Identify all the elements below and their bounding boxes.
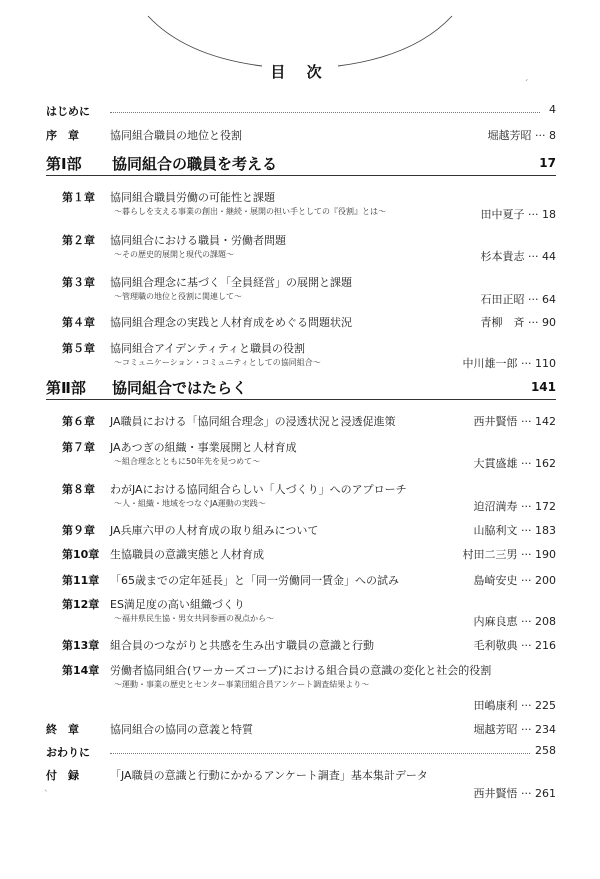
chapter-author-page: 迫沼満寿 ··· 172 [473,500,556,513]
part-title: 協同組合ではたらく [112,379,248,397]
entry-label: はじめに [46,105,90,118]
chapter-title: 協同組合理念の実践と人材育成をめぐる問題状況 [110,316,352,329]
entry-page: 258 [535,744,556,757]
entry-author-page: 堀越芳昭 ··· 234 [473,723,556,736]
chapter-author-page: 毛利敬典 ··· 216 [473,639,556,652]
entry-author-page: 西井賢悟 ··· 261 [473,787,556,800]
stray-mark: ˏ [524,72,529,82]
chapter-title: 「65歳までの定年延長」と「同一労働同一賃金」への試み [110,574,399,587]
chapter-title: ES満足度の高い組織づくり [110,598,245,611]
chapter-author-page: 大貫盛雄 ··· 162 [473,457,556,470]
chapter-label: 第１章 [62,191,95,204]
page-title: 目 次 [270,63,330,81]
chapter-subtitle: ～コミュニケーション・コミュニティとしての協同組合～ [114,358,321,367]
part-page: 17 [539,156,556,170]
chapter-label: 第３章 [62,276,95,289]
chapter-author-page: 青柳 斉 ··· 90 [480,316,556,329]
chapter-subtitle: ～その歴史的展開と現代の課題～ [114,250,234,259]
chapter-label: 第７章 [62,441,95,454]
entry-title: 協同組合の協同の意義と特質 [110,723,253,736]
chapter-author-page: 山脇利文 ··· 183 [473,524,556,537]
chapter-title: JA職員における「協同組合理念」の浸透状況と浸透促進策 [110,415,396,428]
entry-author-page: 堀越芳昭 ··· 8 [487,129,556,142]
chapter-title: 労働者協同組合(ワーカーズコープ)における組合員の意識の変化と社会的役割 [110,664,492,677]
part-rule [46,175,556,176]
entry-label: 付 録 [46,769,79,782]
chapter-label: 第10章 [62,548,100,561]
toc-part-2[interactable] [0,377,600,401]
chapter-title: 生協職員の意識実態と人材育成 [110,548,264,561]
chapter-label: 第11章 [62,574,100,587]
chapter-title: 協同組合における職員・労働者問題 [110,234,286,247]
stray-mark: ˋ [44,790,49,800]
chapter-author-page: 杉本貴志 ··· 44 [480,250,556,263]
entry-label: おわりに [46,746,90,759]
chapter-subtitle: ～運動・事業の歴史とセンター事業団組合員アンケート調査結果より～ [114,680,370,689]
chapter-title: JA兵庫六甲の人材育成の取り組みについて [110,524,319,537]
part-rule [46,399,556,400]
chapter-subtitle: ～福井県民生協・男女共同参画の視点から～ [114,614,274,623]
chapter-subtitle: ～暮らしを支える事業の創出・継続・展開の担い手としての『役割』とは～ [114,207,386,216]
chapter-subtitle: ～管理職の地位と役割に関連して～ [114,292,242,301]
entry-title: 「JA職員の意識と行動にかかるアンケート調査」基本集計データ [110,769,428,782]
part-title: 協同組合の職員を考える [112,155,278,173]
chapter-author-page: 内麻良恵 ··· 208 [473,615,556,628]
dot-leader [110,112,540,113]
toc-part-1[interactable] [0,153,600,177]
chapter-title: 協同組合アイデンティティと職員の役割 [110,342,306,355]
chapter-label: 第14章 [62,664,100,677]
chapter-subtitle: ～人・組織・地域をつなぐJA運動の実践～ [114,499,266,508]
chapter-title: 組合員のつながりと共感を生み出す職員の意識と行動 [110,639,374,652]
part-label: 第Ⅰ部 [46,155,82,173]
entry-page: 4 [549,103,556,116]
chapter-title: 協同組合理念に基づく「全員経営」の展開と課題 [110,276,352,289]
chapter-label: 第８章 [62,483,95,496]
chapter-author-page: 島崎安史 ··· 200 [473,574,556,587]
chapter-label: 第２章 [62,234,95,247]
entry-title: 協同組合職員の地位と役割 [110,129,242,142]
chapter-author-page: 中川雄一郎 ··· 110 [462,357,556,370]
dot-leader [110,753,530,754]
part-label: 第Ⅱ部 [46,379,86,397]
entry-label: 終 章 [46,723,79,736]
chapter-subtitle: ～組合理念とともに50年先を見つめて～ [114,457,261,466]
header-ornament [0,0,600,110]
chapter-label: 第12章 [62,598,100,611]
chapter-title: JAあつぎの組織・事業展開と人材育成 [110,441,297,454]
entry-label: 序 章 [46,129,79,142]
chapter-author-page: 村田二三男 ··· 190 [462,548,556,561]
chapter-author-page: 西井賢悟 ··· 142 [473,415,556,428]
chapter-author-page: 石田正昭 ··· 64 [480,293,556,306]
chapter-title: 協同組合職員労働の可能性と課題 [110,191,275,204]
chapter-author-page: 田中夏子 ··· 18 [480,208,556,221]
chapter-label: 第６章 [62,415,95,428]
chapter-author-page: 田嶋康利 ··· 225 [473,699,556,712]
chapter-title: わがJAにおける協同組合らしい「人づくり」へのアプローチ [110,483,407,496]
chapter-label: 第５章 [62,342,95,355]
part-page: 141 [530,380,556,394]
chapter-label: 第９章 [62,524,95,537]
chapter-label: 第13章 [62,639,100,652]
chapter-label: 第４章 [62,316,95,329]
